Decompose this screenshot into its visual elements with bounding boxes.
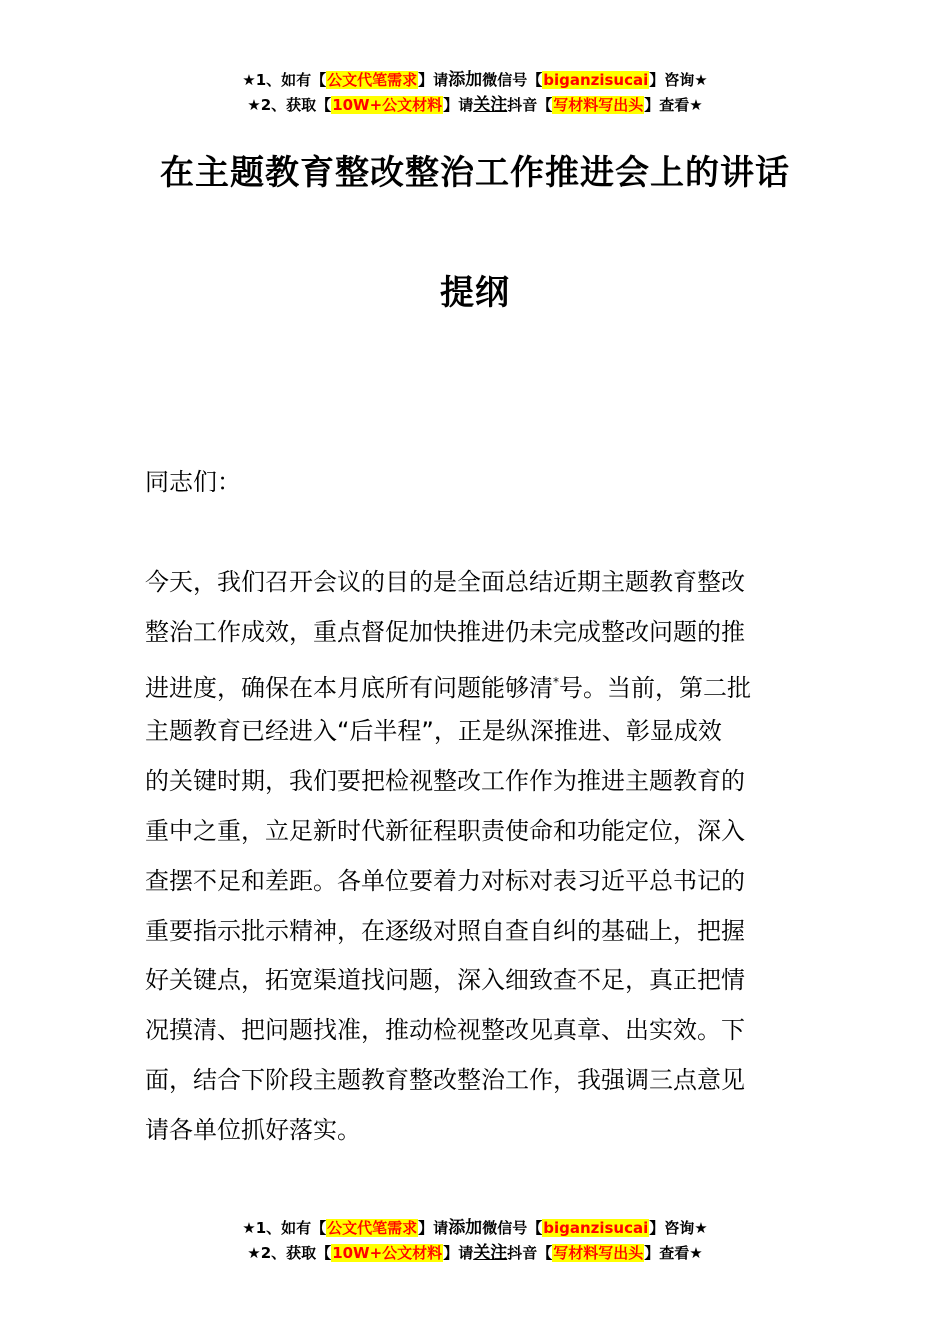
body-line: 进进度，确保在本月底所有问题能够清*号。当前，第二批: [145, 673, 751, 702]
body-line: 重中之重，立足新时代新征程职责使命和功能定位，深入: [145, 816, 745, 845]
banner-line-2: ★2、获取【10W+公文材料】请关注抖音【写材料写出头】查看★: [247, 95, 703, 115]
document-title-line-2: 提纲: [440, 273, 510, 313]
body-line: 整治工作成效，重点督促加快推进仍未完成整改问题的推: [145, 617, 745, 646]
body-line: 主题教育已经进入“后半程”，正是纵深推进、彰显成效: [145, 717, 722, 746]
highlight-materials: 10W+公文材料: [332, 1244, 443, 1262]
body-line: 请各单位抓好落实。: [145, 1115, 361, 1144]
highlight-wechat-id: biganzisucai: [543, 1219, 649, 1237]
footer-banner: [0, 1216, 950, 1266]
banner-line-1: ★1、如有【公文代笔需求】请添加微信号【biganzisucai】咨询★: [242, 1218, 708, 1238]
body-line: 重要指示批示精神，在逐级对照自查自纠的基础上，把握: [145, 916, 745, 945]
body-line: 况摸清、把问题找准，推动检视整改见真章、出实效。下: [145, 1016, 745, 1045]
body-line: 查摆不足和差距。各单位要着力对标对表习近平总书记的: [145, 866, 745, 895]
highlight-douyin-id: 写材料写出头: [553, 1244, 644, 1262]
body-line: 面，结合下阶段主题教育整改整治工作，我强调三点意见: [145, 1065, 745, 1094]
body-line: 今天，我们召开会议的目的是全面总结近期主题教育整改: [145, 568, 745, 596]
body-line: 好关键点，拓宽渠道找问题，深入细致查不足，真正把情: [145, 966, 745, 995]
banner-line-2: ★2、获取【10W+公文材料】请关注抖音【写材料写出头】查看★: [247, 1243, 703, 1263]
header-banner: [0, 68, 950, 118]
highlight-materials: 10W+公文材料: [332, 96, 443, 114]
highlight-service: 公文代笔需求: [327, 71, 418, 89]
body-line: 的关键时期，我们要把检视整改工作作为推进主题教育的: [145, 767, 745, 796]
document-title-line-1: 在主题教育整改整治工作推进会上的讲话: [160, 153, 790, 193]
highlight-service: 公文代笔需求: [327, 1219, 418, 1237]
body-paragraph: [145, 562, 825, 1160]
superscript-mark: *: [553, 674, 559, 689]
banner-line-1: ★1、如有【公文代笔需求】请添加微信号【biganzisucai】咨询★: [242, 70, 708, 90]
highlight-douyin-id: 写材料写出头: [553, 96, 644, 114]
salutation: 同志们：: [145, 468, 241, 496]
highlight-wechat-id: biganzisucai: [543, 71, 649, 89]
